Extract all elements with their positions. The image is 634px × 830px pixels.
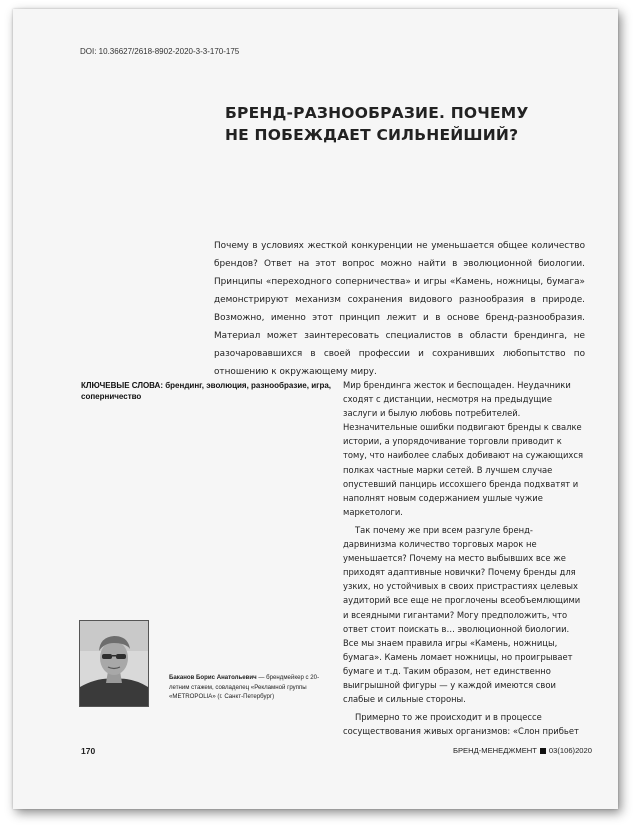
author-bio: — брендмейкер с 20-летним стажем, совладелец «Рекламной группы «METROPOLIA» (г. Санкт-Петербург) [169, 674, 320, 700]
journal-page [13, 9, 618, 809]
square-separator-icon [540, 748, 546, 754]
doi-line: DOI: 10.36627/2618-8902-2020-3-3-170-175 [80, 47, 240, 56]
body-paragraph-2: Так почему же при всем разгуле бренд-дарвинизма количество торговых марок не уменьшается? Почему на место выбывших все же приходят адаптивные новички? Почему бренды для узких, но устойчивых в своих пристрастиях целевых аудиторий все еще не проглочены всеобъемлющими и всеядными гигантами? Могу предположить, что ответ стоит поискать в… эволюционной биологии. Все мы знаем правила игры «Камень, ножницы, бумага». Камень ломает ножницы, но проигрывает бумаге и т.д. Таким образом, нет единственно выигрышной фигуры — у каждой имеются свои слабые и сильные стороны. [343, 524, 581, 705]
page-number: 170 [81, 746, 96, 756]
title-line-1: БРЕНД-РАЗНООБРАЗИЕ. ПОЧЕМУ [225, 104, 529, 122]
abstract: Почему в условиях жесткой конкуренции не уменьшается общее количество брендов? Ответ на этот вопрос можно найти в эволюционной биологии. Принципы «переходного соперничества» и игры «Камень, ножницы, бумага» демонстрируют механизм сохранения видового разнообразия в природе. Возможно, именно этот принцип лежит и в основе бренд-разнообразия. Материал может заинтересовать специалистов в области брендинга, не разочаровавшихся в своей профессии и сохранивших любопытство по отношению к окружающему миру. [214, 241, 585, 377]
journal-name: БРЕНД-МЕНЕДЖМЕНТ [453, 746, 537, 755]
body-paragraph-1: Мир брендинга жесток и беспощаден. Неудачники сходят с дистанции, несмотря на предыдущие заслуги и былую любовь потребителей. Незначительные ошибки подвигают бренды к свалке истории, а упорядочивание торговли приводит к тому, что наиболее слабых добивают на сужающихся полках частные марки сетей. В лучшем случае опустевший панцирь иссохшего бренда подхватят и наполнят новым содержанием ушлые чужие маркетологи. [343, 380, 584, 517]
article-title [225, 102, 565, 146]
author-name: Баканов Борис Анатольевич [169, 674, 257, 681]
author-photo [79, 620, 149, 707]
keywords: КЛЮЧЕВЫЕ СЛОВА: брендинг, эволюция, разнообразие, игра, соперничество [81, 381, 332, 401]
journal-issue: 03(106)2020 [548, 746, 592, 755]
body-paragraph-3: Примерно то же происходит и в процессе сосуществования живых организмов: «Слон прибьет [343, 712, 579, 737]
article-body [343, 378, 585, 738]
title-line-2: НЕ ПОБЕЖДАЕТ СИЛЬНЕЙШИЙ? [225, 126, 519, 144]
author-info [169, 673, 339, 702]
journal-footer [453, 746, 592, 755]
